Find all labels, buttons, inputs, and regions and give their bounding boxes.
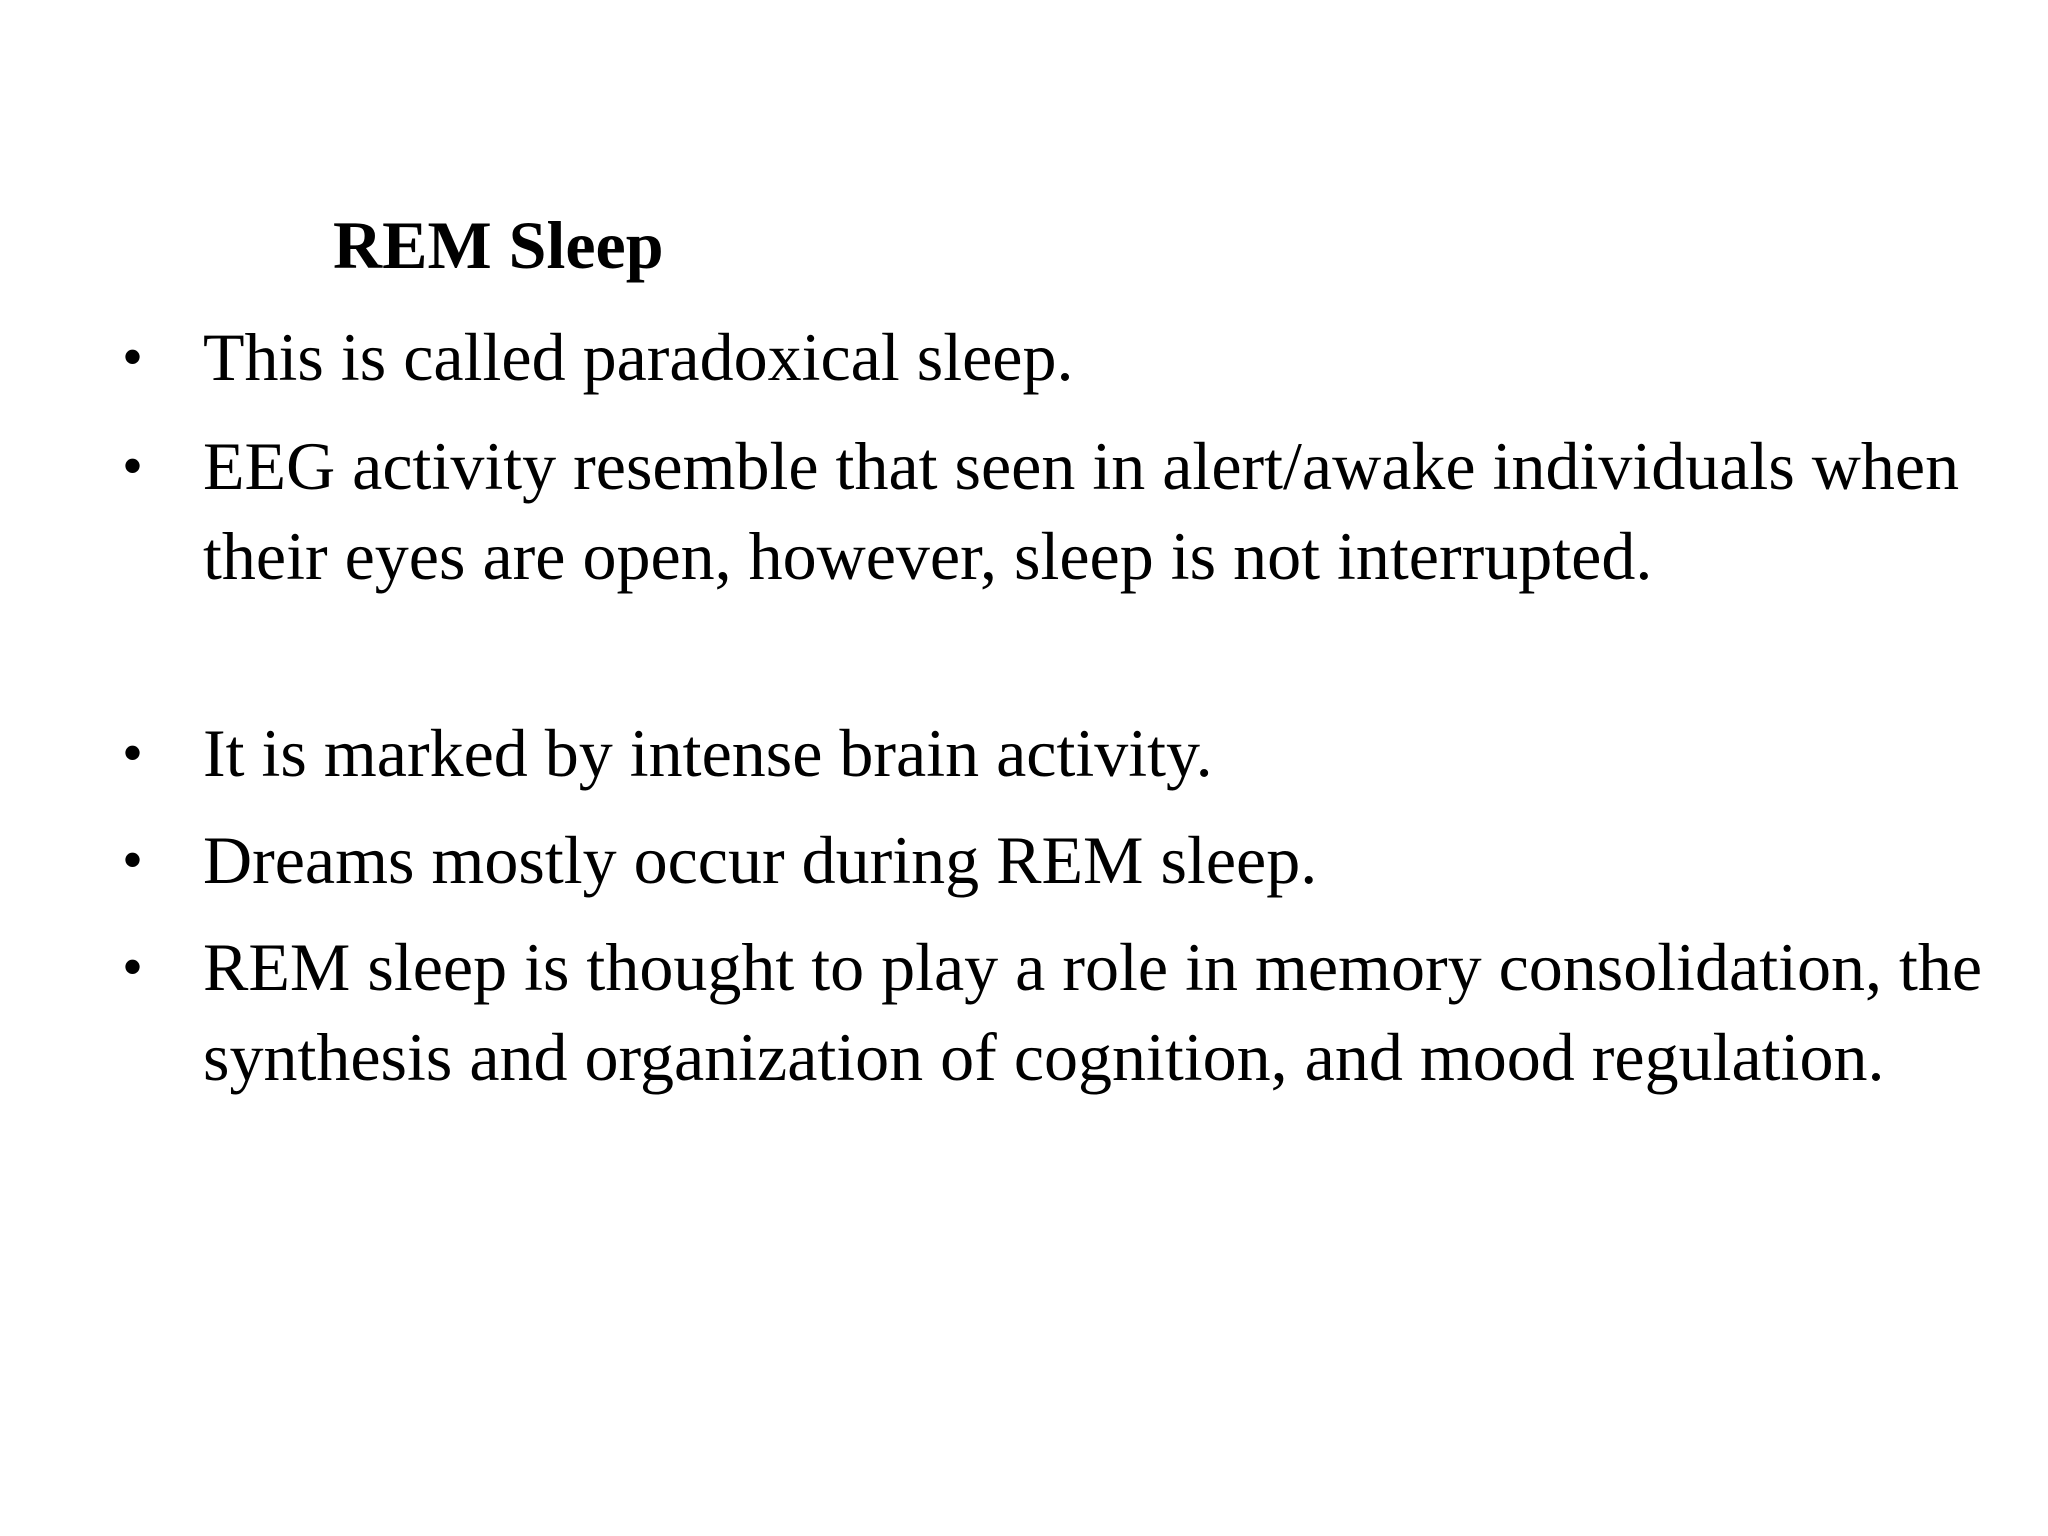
bullet-text: It is marked by intense brain activity. (203, 715, 1213, 791)
slide-title: REM Sleep (333, 207, 664, 283)
bullet-text: EEG activity resemble that seen in alert/awake individuals when their eyes are open, however, sleep is not interrupted. (203, 428, 1960, 594)
bullet-icon: • (122, 433, 144, 499)
bullet-icon: • (122, 934, 144, 1000)
bullet-text: This is called paradoxical sleep. (203, 319, 1074, 395)
bullet-icon: • (122, 720, 144, 786)
bullet-text: Dreams mostly occur during REM sleep. (203, 822, 1318, 898)
bullet-text: REM sleep is thought to play a role in memory consolidation, the synthesis and organization of cognition, and mood regulation. (203, 929, 1983, 1095)
bullet-icon: • (122, 324, 144, 390)
bullet-icon: • (122, 827, 144, 893)
